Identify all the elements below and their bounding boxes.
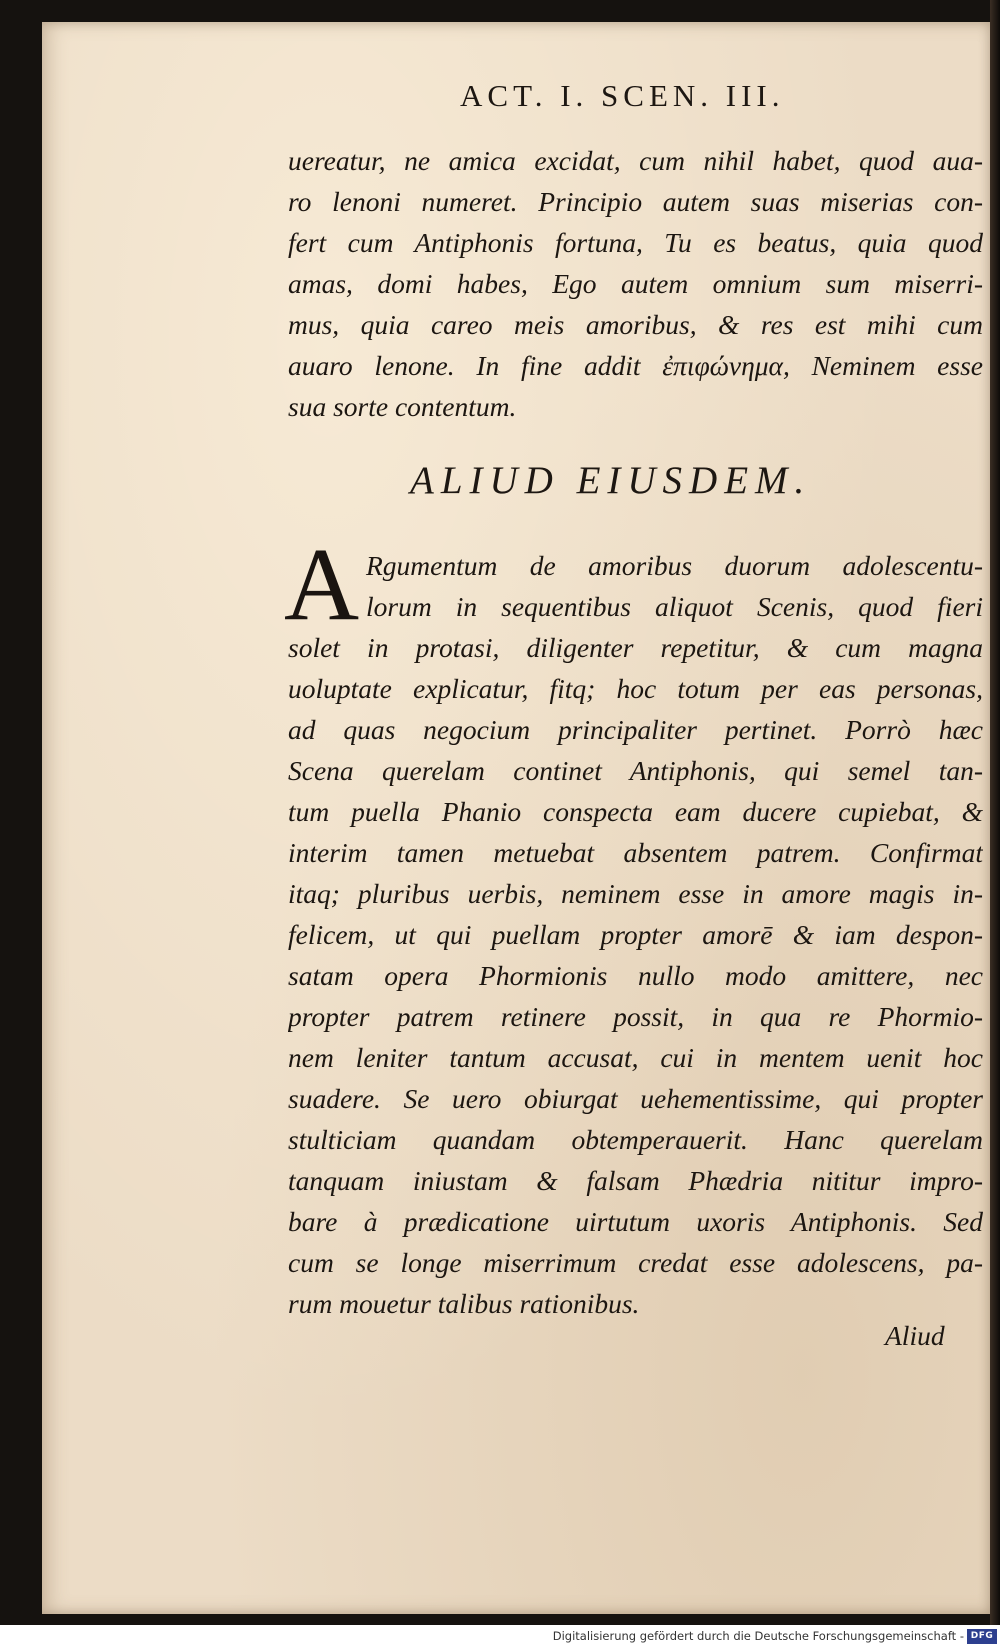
running-head: ACT. I. SCEN. III.	[460, 78, 785, 113]
text-line: solet in protasi, diligenter repetitur, & cum magna	[288, 632, 983, 663]
footer-credit: Digitalisierung gefördert durch die Deutsche Forschungsgemeinschaft -	[552, 1629, 964, 1643]
text-line: cum se longe miserrimum credat esse adolescens, pa-	[288, 1247, 983, 1278]
text-line: propter patrem retinere possit, in qua re Phormio-	[288, 1001, 983, 1032]
text-line: bare à prædicatione uirtutum uxoris Antiphonis. Sed	[288, 1206, 983, 1237]
digitization-footer	[0, 1625, 1000, 1649]
page-gutter-shadow	[990, 0, 1000, 1625]
text-line: suadere. Se uero obiurgat uehementissime, qui propter	[288, 1083, 983, 1114]
paragraph-2	[284, 527, 983, 1324]
text-line: itaq; pluribus uerbis, neminem esse in amore magis in-	[288, 878, 983, 909]
text-line: Scena querelam continet Antiphonis, qui semel tan-	[288, 755, 983, 786]
text-line: amas, domi habes, Ego autem omnium sum miserri-	[288, 268, 983, 299]
text-line: nem leniter tantum accusat, cui in mentem uenit hoc	[288, 1042, 983, 1073]
text-line: fert cum Antiphonis fortuna, Tu es beatus, quia quod	[288, 227, 983, 258]
catchword: Aliud	[885, 1320, 945, 1351]
text-line: ad quas negocium principaliter pertinet. Porrò hæc	[288, 714, 983, 745]
text-line: ro lenoni numeret. Principio autem suas miserias con-	[288, 186, 983, 217]
text-line: uereatur, ne amica excidat, cum nihil habet, quod aua-	[288, 145, 983, 176]
text-line: uoluptate explicatur, fitq; hoc totum per eas personas,	[288, 673, 983, 704]
paragraph-1	[288, 140, 983, 427]
text-line: stulticiam quandam obtemperauerit. Hanc querelam	[288, 1124, 983, 1155]
text-line: felicem, ut qui puellam propter amorē & iam despon-	[288, 919, 983, 950]
drop-cap-initial: A	[284, 527, 360, 642]
text-line: Rgumentum de amoribus duorum adolescentu-	[366, 550, 983, 581]
text-line: satam opera Phormionis nullo modo amittere, nec	[288, 960, 983, 991]
text-line: mus, quia careo meis amoribus, & res est mihi cum	[288, 309, 983, 340]
text-line: lorum in sequentibus aliquot Scenis, quod fieri	[366, 591, 983, 622]
section-heading: ALIUD EIUSDEM.	[410, 459, 812, 502]
text-line: tanquam iniustam & falsam Phædria nititur impro-	[288, 1165, 983, 1196]
dfg-logo: DFG	[967, 1629, 997, 1644]
text-line: sua sorte contentum.	[288, 391, 517, 422]
text-line: tum puella Phanio conspecta eam ducere cupiebat, &	[288, 796, 983, 827]
text-line: auaro lenone. In fine addit ἐπιφώνημα, Neminem esse	[288, 350, 983, 381]
text-line: interim tamen metuebat absentem patrem. Confirmat	[288, 837, 983, 868]
text-line: rum mouetur talibus rationibus.	[288, 1288, 640, 1319]
